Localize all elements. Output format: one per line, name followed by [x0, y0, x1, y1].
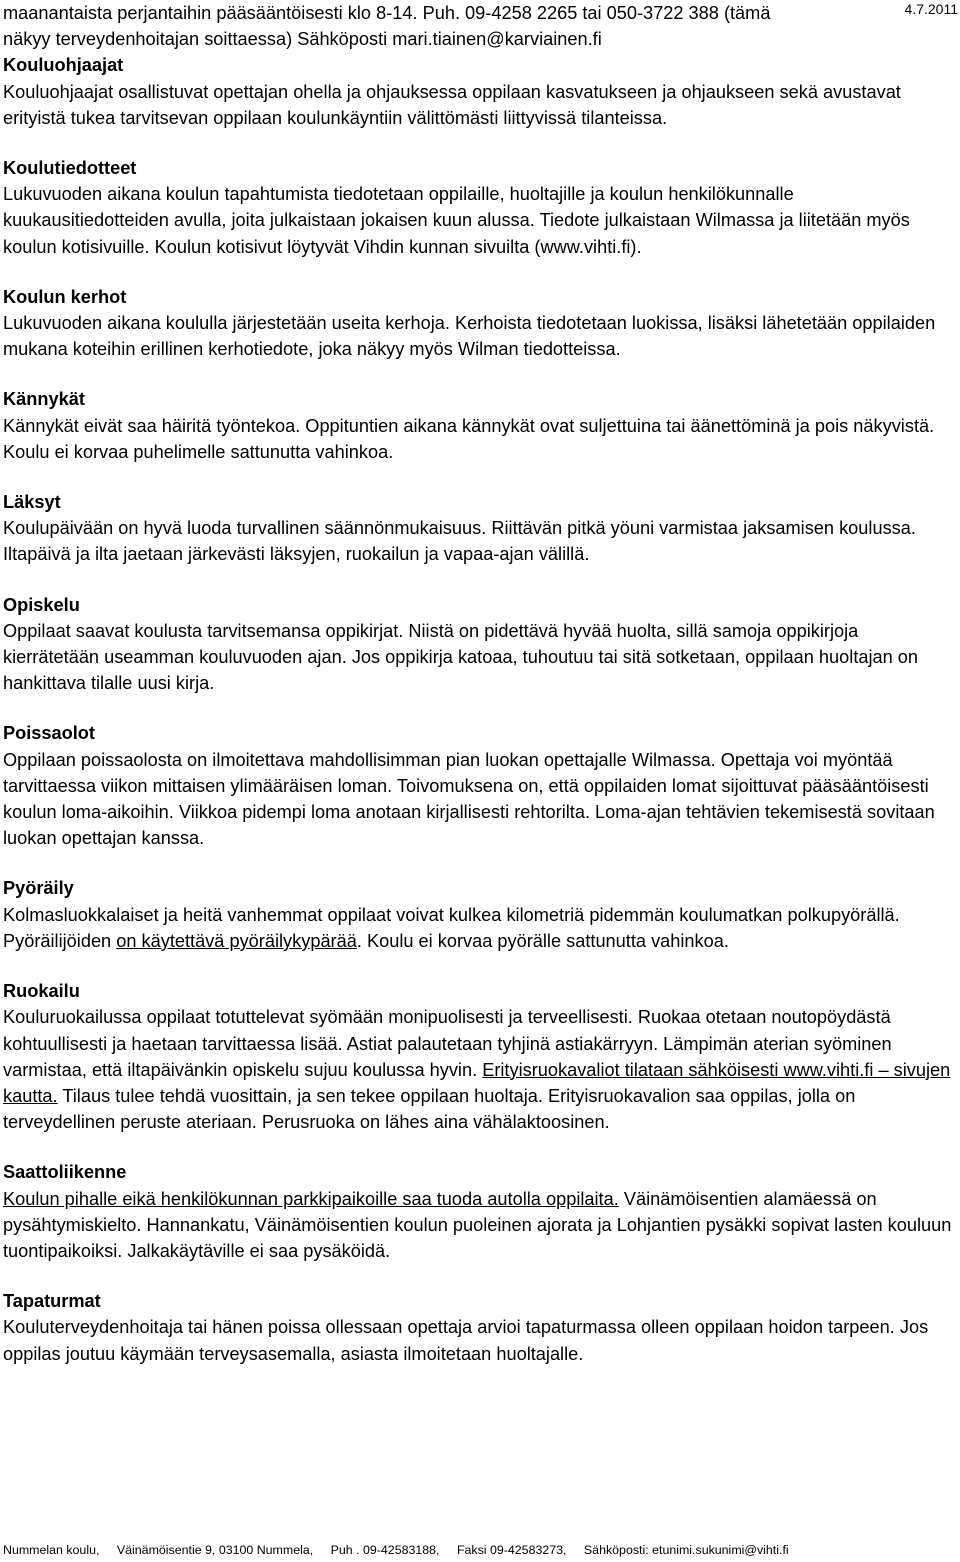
section-heading: Saattoliikenne [3, 1162, 127, 1183]
section-text: Kännykät eivät saa häiritä työntekoa. Oppituntien aikana kännykät ovat suljettuina tai äänettöminä ja pois näkyvistä. Koulu ei korvaa puhelimelle sattunutta vahinkoa. [3, 415, 935, 462]
underlined-text: Erityisruokavaliot tilataan sähköisesti www.vihti.fi – sivujen kautta. [3, 1059, 951, 1106]
section-heading: Läksyt [3, 492, 61, 513]
section-tapaturmat [3, 1288, 953, 1367]
section-heading: Koulun kerhot [3, 286, 127, 307]
section-pyoraily [3, 875, 953, 954]
text-part: Tilaus tulee tehdä vuosittain, ja sen tekee oppilaan huoltaja. Erityisruokavalion saa oppilas, jolla on terveydellinen peruste ateriaan. Perusruoka on lähes aina vähälaktoosinen. [3, 1085, 856, 1133]
page-date: 4.7.2011 [904, 1, 958, 17]
section-text: Koulupäivään on hyvä luoda turvallinen säännönmukaisuus. Riittävän pitkä yöuni varmistaa jaksamisen koulussa. Iltapäivä ja ilta jaetaan järkevästi läksyjen, ruokailun ja vapaa-ajan välillä. [3, 518, 916, 565]
section-heading: Koulutiedotteet [3, 158, 137, 179]
text-part: Väinämöisentien alamäessä on pysähtymiskielto. Hannankatu, Väinämöisentien koulun puoleinen ajorata ja Lohjantien pysäkki sopivat lasten kouluun tuontipaikoiksi. Jalkakäytäville ei saa pysäköidä. [3, 1188, 952, 1261]
section-text: Kouluohjaajat osallistuvat opettajan ohella ja ohjauksessa oppilaan kasvatukseen ja ohjaukseen sekä avustavat erityistä tukea tarvitsevan oppilaan koulunkäyntiin välittömästi liittyvissä tilanteissa. [3, 81, 901, 128]
section-opiskelu [3, 592, 953, 697]
section-koulutiedotteet [3, 155, 953, 260]
section-text: Lukuvuoden aikana koulun tapahtumista tiedotetaan oppilaille, huoltajille ja koulun henkilökunnalle kuukausitiedotteiden avulla, joita julkaistaan jokaisen kuun alussa. Tiedote julkaistaan Wilmassa ja liitetään myös koulun kotisivuille. Koulun kotisivut löytyvät Vihdin kunnan sivuilta (www.vihti.fi). [3, 184, 910, 257]
section-laksyt [3, 489, 953, 568]
section-kannykat [3, 386, 953, 465]
footer-phone: Puh . 09-42583188, [330, 1543, 440, 1557]
underlined-text: Koulun pihalle eikä henkilökunnan parkkipaikoille saa tuoda autolla oppilaita. [3, 1188, 619, 1209]
document-body [3, 0, 953, 1391]
intro-paragraph [3, 0, 953, 52]
section-kerhot [3, 284, 953, 363]
section-text: Kouluterveydenhoitaja tai hänen poissa ollessaan opettaja arvioi tapaturmassa olleen oppilaan hoidon tarpeen. Jos oppilas joutuu käymään terveysasemalla, asiasta ilmoitetaan huoltajalle. [3, 1317, 929, 1364]
section-text [3, 1004, 953, 1135]
text-part: Kolmasluokkalaiset ja heitä vanhemmat oppilaat voivat kulkea kilometriä pidemmän koulumatkan polkupyörällä. Pyöräilijöiden [3, 904, 900, 951]
section-heading: Pyöräily [3, 878, 74, 899]
intro-line-1: maanantaista perjantaihin pääsääntöisesti klo 8-14. Puh. 09-4258 2265 tai 050-3722 388 (tämä [3, 3, 771, 23]
page-footer [3, 1542, 953, 1558]
section-text: Oppilaan poissaolosta on ilmoitettava mahdollisimman pian luokan opettajalle Wilmassa. Opettaja voi myöntää tarvittaessa viikon mittaisen ylimääräisen loman. Toivomuksena on, että oppilaiden lomat sijoittuvat pääsääntöisesti koulun loma-aikoihin. Viikkoa pidempi loma anotaan kirjallisesti rehtorilta. Loma-ajan tehtävien tekemisestä sovitaan luokan opettajan kanssa. [3, 749, 935, 849]
underlined-text: on käytettävä pyöräilykypärää [116, 930, 357, 951]
footer-fax: Faksi 09-42583273, [456, 1543, 567, 1557]
section-heading: Kouluohjaajat [3, 55, 124, 76]
section-heading: Tapaturmat [3, 1291, 101, 1312]
footer-email: Sähköposti: etunimi.sukunimi@vihti.fi [583, 1543, 789, 1557]
text-part: . Koulu ei korvaa pyörälle sattunutta vahinkoa. [356, 930, 729, 951]
section-heading: Poissaolot [3, 723, 95, 744]
section-poissaolot [3, 720, 953, 851]
text-part: Kouluruokailussa oppilaat totuttelevat syömään monipuolisesti ja terveellisesti. Ruokaa otetaan noutopöydästä kohtuullisesti ja haetaan tarvittaessa lisää. Astiat palautetaan tyhjinä astiakärryyn. Lämpimän aterian syöminen varmistaa, että iltapäivänkin opiskelu sujuu koulussa hyvin. [3, 1007, 892, 1080]
section-saattoliikenne [3, 1159, 953, 1264]
footer-school: Nummelan koulu, [3, 1543, 100, 1557]
section-text: Lukuvuoden aikana koululla järjestetään useita kerhoja. Kerhoista tiedotetaan luokissa, lisäksi lähetetään oppilaiden mukana koteihin erillinen kerhotiedote, joka näkyy myös Wilman tiedotteissa. [3, 313, 936, 360]
section-heading: Ruokailu [3, 981, 80, 1002]
section-ruokailu [3, 978, 953, 1135]
intro-line-2: näkyy terveydenhoitajan soittaessa) Sähköposti mari.tiainen@karviainen.fi [3, 29, 602, 50]
footer-address: Väinämöisentie 9, 03100 Nummela, [116, 1543, 314, 1557]
section-text [3, 1186, 953, 1265]
section-heading: Opiskelu [3, 594, 80, 615]
section-text [3, 902, 953, 954]
section-text: Oppilaat saavat koulusta tarvitsemansa oppikirjat. Niistä on pidettävä hyvää huolta, sillä samoja oppikirjoja kierrätetään useamman kouluvuoden ajan. Jos oppikirja katoaa, tuhoutuu tai sitä sotketaan, oppilaan huoltajan on hankittava tilalle uusi kirja. [3, 620, 919, 694]
section-kouluohjaajat [3, 52, 953, 131]
section-heading: Kännykät [3, 389, 85, 410]
